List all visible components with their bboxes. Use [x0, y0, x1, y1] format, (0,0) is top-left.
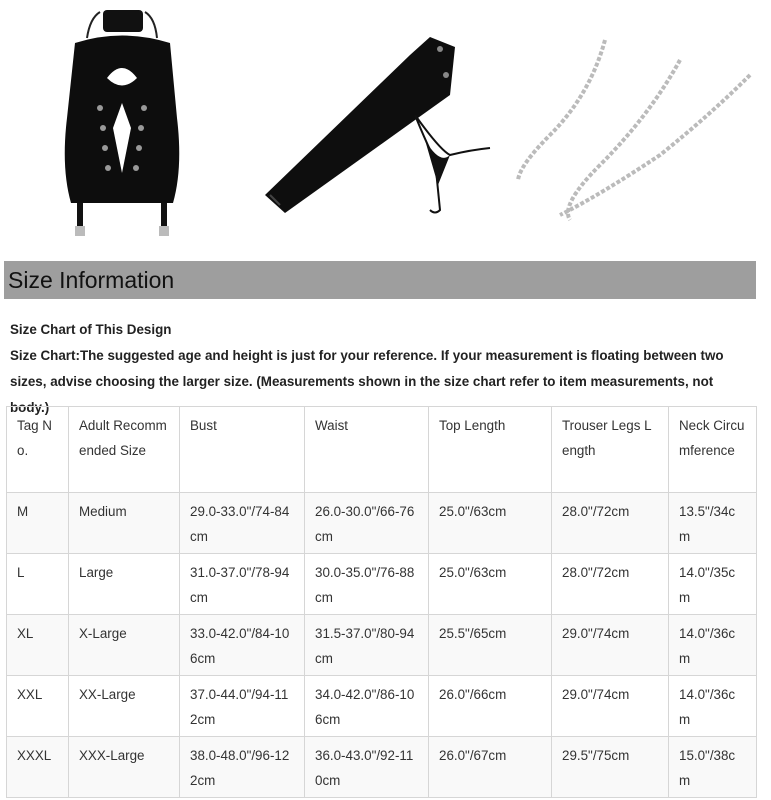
section-title: Size Information [8, 267, 175, 293]
cell-neck: 14.0"/36cm [669, 676, 757, 737]
cell-waist: 31.5-37.0"/80-94cm [305, 615, 429, 676]
table-row [7, 615, 757, 676]
cell-tag: L [7, 554, 69, 615]
header-recommended-size: Adult Recommended Size [69, 407, 180, 493]
header-waist: Waist [305, 407, 429, 493]
product-photos [0, 0, 771, 258]
cell-top-length: 26.0"/66cm [429, 676, 552, 737]
cell-trouser-length: 28.0"/72cm [552, 554, 669, 615]
bodysuit-photo [55, 8, 190, 243]
cell-trouser-length: 28.0"/72cm [552, 493, 669, 554]
table-row [7, 737, 757, 798]
cell-trouser-length: 29.0"/74cm [552, 676, 669, 737]
header-bust: Bust [180, 407, 305, 493]
table-row [7, 554, 757, 615]
cell-size: X-Large [69, 615, 180, 676]
cell-tag: XL [7, 615, 69, 676]
cell-waist: 36.0-43.0"/92-110cm [305, 737, 429, 798]
chain-photo [510, 35, 760, 225]
cell-bust: 38.0-48.0"/96-122cm [180, 737, 305, 798]
cell-bust: 31.0-37.0"/78-94cm [180, 554, 305, 615]
table-header-row [7, 407, 757, 493]
header-top-length: Top Length [429, 407, 552, 493]
cell-size: XX-Large [69, 676, 180, 737]
cell-trouser-length: 29.0"/74cm [552, 615, 669, 676]
header-tag-no: Tag No. [7, 407, 69, 493]
cell-top-length: 25.0"/63cm [429, 493, 552, 554]
cell-bust: 29.0-33.0"/74-84cm [180, 493, 305, 554]
cell-size: XXX-Large [69, 737, 180, 798]
cell-tag: M [7, 493, 69, 554]
size-table [6, 406, 757, 798]
header-trouser-length: Trouser Legs Length [552, 407, 669, 493]
cell-waist: 34.0-42.0"/86-106cm [305, 676, 429, 737]
table-row [7, 493, 757, 554]
cell-size: Large [69, 554, 180, 615]
header-neck-circumference: Neck Circumference [669, 407, 757, 493]
size-chart-note: Size Chart:The suggested age and height is just for your reference. If your measurement is floating between two sizes, advise choosing the larger size. (Measurements shown in the size chart refer to item measurements, not body.) [10, 348, 724, 415]
cell-top-length: 25.0"/63cm [429, 554, 552, 615]
cell-tag: XXXL [7, 737, 69, 798]
size-chart-heading: Size Chart of This Design [10, 322, 172, 337]
cell-trouser-length: 29.5"/75cm [552, 737, 669, 798]
cell-bust: 37.0-44.0"/94-112cm [180, 676, 305, 737]
thong-photo [410, 110, 495, 220]
cell-waist: 30.0-35.0"/76-88cm [305, 554, 429, 615]
cell-bust: 33.0-42.0"/84-106cm [180, 615, 305, 676]
cell-neck: 14.0"/35cm [669, 554, 757, 615]
cell-top-length: 25.5"/65cm [429, 615, 552, 676]
size-information-header [4, 261, 756, 299]
cell-neck: 14.0"/36cm [669, 615, 757, 676]
cell-neck: 13.5"/34cm [669, 493, 757, 554]
cell-top-length: 26.0"/67cm [429, 737, 552, 798]
table-row [7, 676, 757, 737]
cell-size: Medium [69, 493, 180, 554]
cell-tag: XXL [7, 676, 69, 737]
cell-waist: 26.0-30.0"/66-76cm [305, 493, 429, 554]
cell-neck: 15.0"/38cm [669, 737, 757, 798]
